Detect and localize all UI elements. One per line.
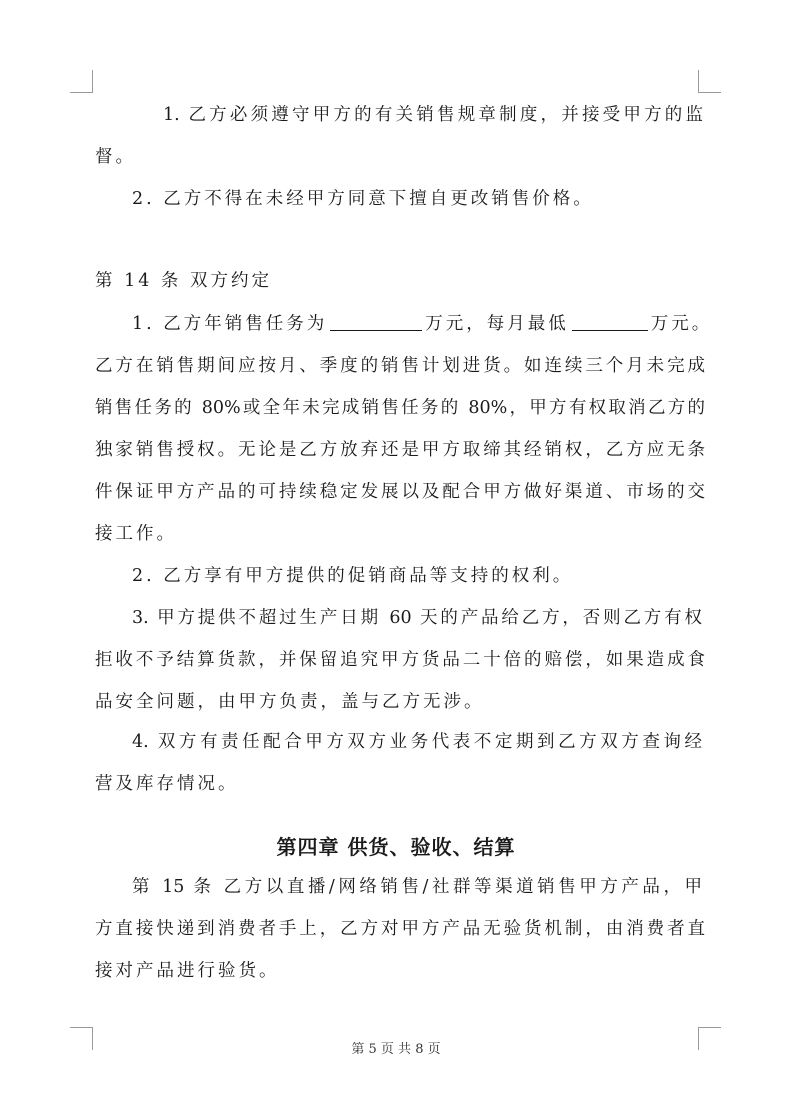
unit-label: 万元。 (650, 314, 713, 334)
article-14-item-1-line-5: 件保证甲方产品的可持续稳定发展以及配合甲方做好渠道、市场的交 (95, 482, 705, 502)
article-14-item-1-line-3: 销售任务的 80%或全年未完成销售任务的 80%，甲方有权取消乙方的 (95, 398, 705, 418)
article-14-item-1-line-2: 乙方在销售期间应按月、季度的销售计划进货。如连续三个月未完成 (95, 356, 705, 376)
clause-1-line-1: 1. 乙方必须遵守甲方的有关销售规章制度，并接受甲方的监 (163, 105, 703, 125)
article-14-heading: 第 14 条 双方约定 (95, 271, 272, 291)
article-15-line-2: 方直接快递到消费者手上，乙方对甲方产品无验货机制，由消费者直 (95, 919, 705, 939)
sales-target-label: 1. 乙方年销售任务为 (132, 314, 328, 334)
chapter-4-heading: 第四章 供货、验收、结算 (276, 835, 516, 859)
article-14-item-3-line-2: 拒收不予结算货款，并保留追究甲方货品二十倍的赔偿，如果造成食 (95, 650, 705, 670)
article-14-item-4-line-2: 营及库存情况。 (95, 774, 239, 794)
annual-target-blank[interactable] (330, 312, 422, 331)
page-number-footer: 第 5 页 共 8 页 (351, 1042, 441, 1057)
crop-mark-top-left (70, 70, 93, 93)
article-14-item-2: 2. 乙方享有甲方提供的促销商品等支持的权利。 (132, 566, 574, 586)
article-15-line-3: 接对产品进行验货。 (95, 961, 280, 981)
article-14-item-4-line-1: 4. 双方有责任配合甲方双方业务代表不定期到乙方双方查询经 (132, 732, 702, 752)
article-14-item-3-line-1: 3. 甲方提供不超过生产日期 60 天的产品给乙方，否则乙方有权 (132, 608, 702, 628)
article-15-line-1: 第 15 条 乙方以直播/网络销售/社群等渠道销售甲方产品，甲 (132, 877, 702, 897)
article-14-item-1-line-4: 独家销售授权。无论是乙方放弃还是甲方取缔其经销权，乙方应无条 (95, 440, 705, 460)
clause-2-line: 2. 乙方不得在未经甲方同意下擅自更改销售价格。 (132, 189, 594, 209)
article-14-item-1-line-1 (132, 309, 713, 339)
article-14-item-3-line-3: 品安全问题，由甲方负责，盖与乙方无涉。 (95, 692, 485, 712)
monthly-min-label: 万元，每月最低 (425, 314, 569, 334)
crop-mark-top-right (698, 70, 721, 93)
monthly-min-blank[interactable] (572, 312, 648, 331)
clause-1-line-2: 督。 (95, 147, 136, 167)
article-14-item-1-line-6: 接工作。 (95, 524, 177, 544)
